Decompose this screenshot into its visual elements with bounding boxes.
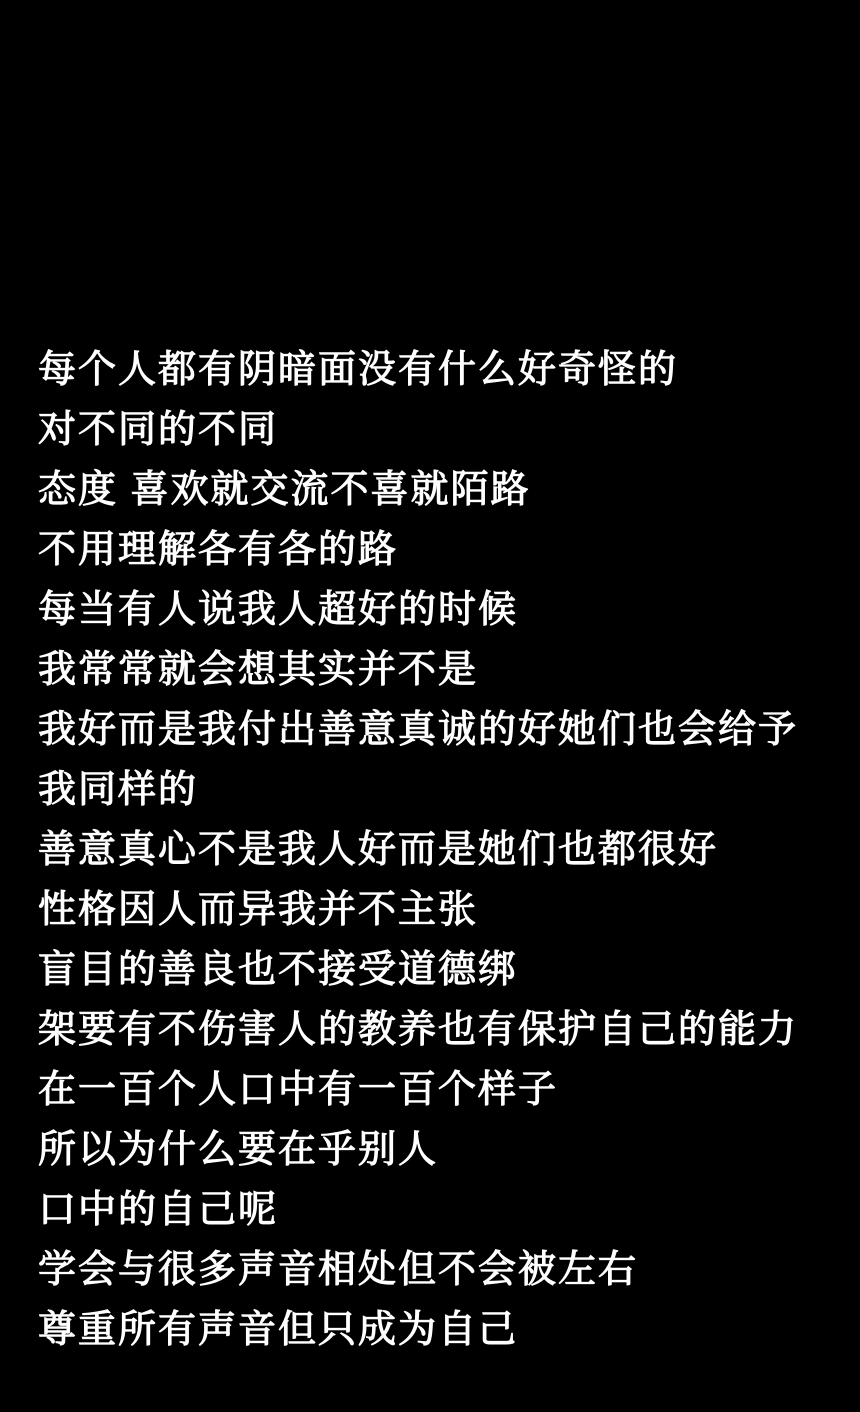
text-line: 我好而是我付出善意真诚的好她们也会给予 (38, 709, 799, 751)
text-line: 盲目的善良也不接受道德绑 (38, 949, 519, 991)
text-line: 尊重所有声音但只成为自己 (38, 1309, 519, 1351)
text-line: 学会与很多声音相处但不会被左右 (38, 1249, 639, 1291)
text-line: 架要有不伤害人的教养也有保护自己的能力 (38, 1009, 799, 1051)
text-line: 对不同的不同 (38, 409, 279, 451)
text-line: 态度 喜欢就交流不喜就陌路 (38, 469, 531, 511)
text-line: 每个人都有阴暗面没有什么好奇怪的 (38, 349, 679, 391)
text-line: 性格因人而异我并不主张 (38, 889, 479, 931)
text-line: 我常常就会想其实并不是 (38, 649, 479, 691)
text-line: 在一百个人口中有一百个样子 (38, 1069, 559, 1111)
text-line: 善意真心不是我人好而是她们也都很好 (38, 829, 719, 871)
text-line: 我同样的 (38, 769, 199, 811)
quote-text-block (38, 340, 840, 1360)
text-line: 不用理解各有各的路 (38, 529, 399, 571)
text-line: 口中的自己呢 (38, 1189, 279, 1231)
text-line: 所以为什么要在乎别人 (38, 1129, 439, 1171)
text-line: 每当有人说我人超好的时候 (38, 589, 519, 631)
